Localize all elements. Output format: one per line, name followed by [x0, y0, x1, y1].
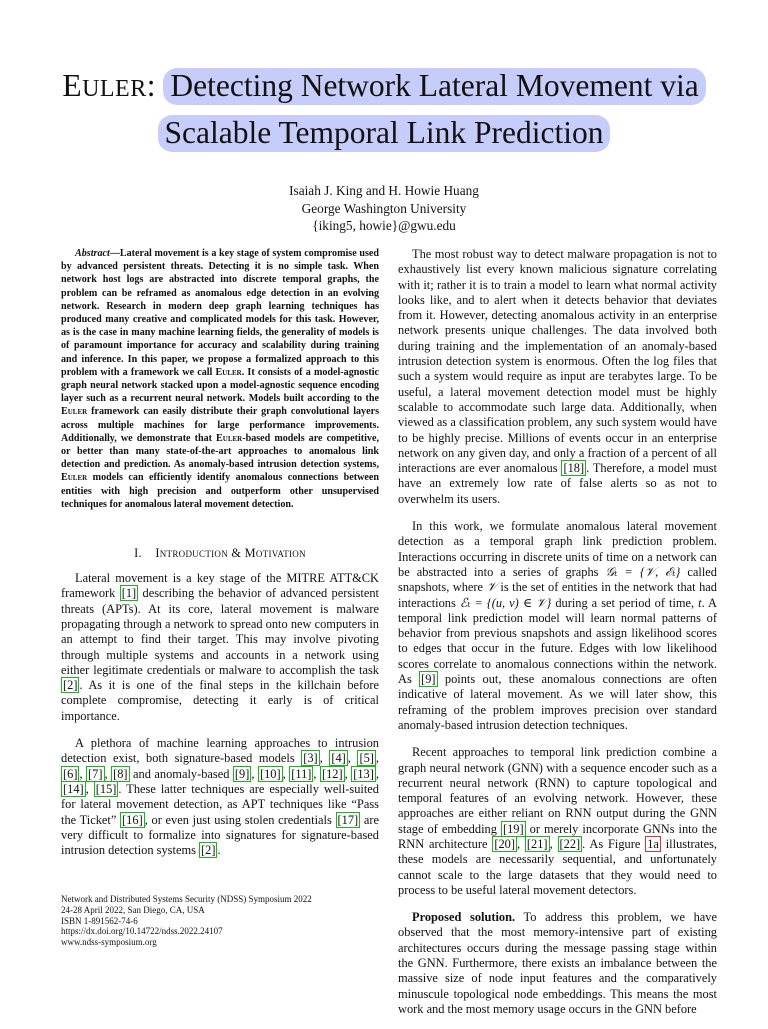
- citation-link[interactable]: [10]: [259, 766, 281, 781]
- math-expression: t: [698, 595, 702, 610]
- citation-link[interactable]: [2]: [63, 678, 78, 693]
- title-line-1: EULER: Detecting Network Lateral Movement via: [0, 64, 768, 111]
- author-affiliation: George Washington University: [301, 200, 467, 216]
- title-highlight-2: Scalable Temporal Link Prediction: [158, 115, 611, 152]
- citation-link[interactable]: [4]: [331, 751, 346, 766]
- citation-link[interactable]: [9]: [421, 672, 436, 687]
- intro-paragraph-4: In this work, we formulate anomalous lateral movement detection as a temporal graph link prediction problem. Interactions occurring in discrete units of time on a network can be abstracted into a series of graphs 𝒢ₜ = {𝒱, ℰₜ} called snapshots, where 𝒱 is the set of entities in the network that had interactions ℰₜ = {(u, v) ∈ 𝒱} during a set period of time, t. A temporal link prediction model will learn normal patterns of behavior from previous snapshots and assign likelihood scores to edges that occur in the future. Edges with low likelihood scores correlate to anomalous connections within the network. As [9] points out, these anomalous connections are often indicative of lateral movement. As we will later show, this reframing of the problem improves precision over standard anomaly-based intrusion detection techniques.: [398, 519, 717, 732]
- author-names: Isaiah J. King and H. Howie Huang: [289, 183, 479, 198]
- right-column: [398, 247, 717, 1029]
- citation-link[interactable]: [20]: [494, 836, 515, 851]
- left-column: [61, 247, 379, 870]
- math-expression: ℰₜ = {(u, v) ∈ 𝒱}: [459, 595, 552, 610]
- author-email: {iking5, howie}@gwu.edu: [312, 218, 456, 233]
- section-heading: I. Introduction & Motivation: [134, 546, 306, 561]
- footnote-doi[interactable]: https://dx.doi.org/10.14722/ndss.2022.24107: [61, 926, 223, 937]
- citation-link[interactable]: [2]: [201, 843, 216, 858]
- run-in-heading: Proposed solution.: [412, 910, 516, 925]
- citation-link[interactable]: [13]: [353, 766, 374, 781]
- citation-link[interactable]: [14]: [63, 781, 84, 796]
- citation-link[interactable]: [9]: [234, 766, 250, 781]
- citation-link[interactable]: [11]: [291, 766, 312, 781]
- framework-name: EULER: [62, 68, 147, 103]
- intro-paragraph-2: A plethora of machine learning approaches to intrusion detection exist, both signature-based models [3] , [4] , [5] , [6] , [7] , [8] and anomaly-based [9] , [10] , [11] , [12] , [13] , [14] , [15] . These latter techniques are especially well-suited for lateral movement detection, as APT techniques like “Pass the Ticket” [16] , or even just using stolen credentials [17] are very difficult to formalize into signatures for signature-based intrusion detection systems [2] .: [61, 736, 380, 858]
- math-expression: 𝒢ₜ = {𝒱, ℰₜ}: [605, 564, 681, 579]
- author-block: [0, 182, 768, 235]
- intro-paragraph-6: Proposed solution. To address this problem, we have observed that the most memory-intensive part of existing architectures occurs during the message passing stage within the GNN. Furthermore, there exists an imbalance between the massive size of node input features and the comparatively minuscule topological node embeddings. This means the most work and the most memory usage occurs in the GNN before: [398, 910, 717, 1016]
- citation-link[interactable]: [1]: [121, 586, 137, 601]
- title-highlight-1: Detecting Network Lateral Movement via: [163, 68, 705, 105]
- math-expression: 𝒱: [486, 580, 497, 595]
- figure-link[interactable]: 1a: [647, 836, 659, 851]
- title-line-2: [0, 111, 768, 155]
- citation-link[interactable]: [7]: [88, 766, 103, 781]
- intro-paragraph-3: The most robust way to detect malware propagation is not to exhaustively list every known malicious signature correlating with it; rather it is to train a model to learn what normal activity looks like, and to alert when it detects behavior that deviates from it. However, detecting anomalous activity in an enterprise network presents unique challenges. The data involved both during training and the implementation of an anomaly-based intrusion detection system is enormous. Often the log files that such a system would require as input are terabytes large. To be useful, a lateral movement detection model must be highly scalable to accommodate such large data. Additionally, when viewed as a classification problem, any such system would have to be highly precise. Millions of events occur in an enterprise network on any given day, and only a fraction of a percent of all interactions are ever anomalous [18] . Therefore, a model must have an extremely low rate of false alerts so as not to overwhelm its users.: [398, 247, 717, 506]
- footnote-line: 24-28 April 2022, San Diego, CA, USA: [61, 904, 205, 915]
- citation-link[interactable]: [3]: [303, 751, 318, 766]
- citation-link[interactable]: [18]: [563, 461, 585, 476]
- citation-link[interactable]: [8]: [113, 766, 128, 781]
- intro-paragraph-5: Recent approaches to temporal link prediction combine a graph neural network (GNN) with a sequence encoder such as a recurrent neural network (RNN) to capture topological and temporal features of an evolving network. However, these approaches are either reliant on RNN output during the GNN stage of embedding [19] or merely incorporate GNNs into the RNN architecture [20] , [21] , [22] . As Figure 1a illustrates, these models are necessarily sequential, and unfortunately cannot scale to the large datasets that they would need to process to be useful lateral movement detectors.: [398, 745, 718, 897]
- intro-paragraph-1: Lateral movement is a key stage of the MITRE ATT&CK framework [1] describing the behavior of advanced persistent threats (APTs). At its core, lateral movement is malware propagating through a network to spread onto new computers in an attempt to find their target. This may involve pivoting through multiple systems and accounts in a network using either legitimate credentials or malware to accomplish the task [2] . As it is one of the final steps in the killchain before complete compromise, detecting it early is of critical importance.: [61, 571, 379, 723]
- citation-link[interactable]: [17]: [337, 812, 359, 827]
- citation-link[interactable]: [5]: [359, 751, 374, 766]
- citation-link[interactable]: [12]: [321, 766, 343, 781]
- citation-link[interactable]: [16]: [122, 812, 143, 827]
- citation-link[interactable]: [6]: [63, 766, 78, 781]
- footnote-line: Network and Distributed Systems Security (NDSS) Symposium 2022: [61, 894, 312, 904]
- footnote-url[interactable]: www.ndss-symposium.org: [61, 937, 157, 948]
- citation-link[interactable]: [21]: [526, 836, 548, 851]
- citation-link[interactable]: [15]: [95, 781, 117, 796]
- abstract: Abstract—Lateral movement is a key stage of system compromise used by advanced persistent threats. Detecting it is no simple task. When network host logs are abstracted into discrete temporal graphs, the problem can be reframed as anomalous edge detection in an evolving network. Research in modern deep graph learning techniques has produced many creative and complicated models for this task. However, as is the case in many machine learning fields, the generality of models is of paramount importance for accuracy and scalability during training and inference. In this paper, we propose a formalized approach to this problem with a framework we call Euler. It consists of a model-agnostic graph neural network stacked upon a model-agnostic sequence encoding layer such as a recurrent neural network. Models built according to the Euler framework can easily distribute their graph convolutional layers across multiple machines for large performance improvements. Additionally, we demonstrate that Euler-based models are competitive, or better than many state-of-the-art approaches to anomalous link detection and prediction. As anomaly-based intrusion detection systems, Euler models can efficiently identify anomalous connections between entities with high precision and outperform other unsupervised techniques for anomalous lateral movement detection.: [61, 248, 379, 510]
- conference-footnote: [61, 894, 379, 948]
- citation-link[interactable]: [19]: [502, 821, 524, 836]
- footnote-line: ISBN 1-891562-74-6: [61, 915, 138, 926]
- paper-title: [0, 64, 768, 155]
- citation-link[interactable]: [22]: [559, 836, 581, 851]
